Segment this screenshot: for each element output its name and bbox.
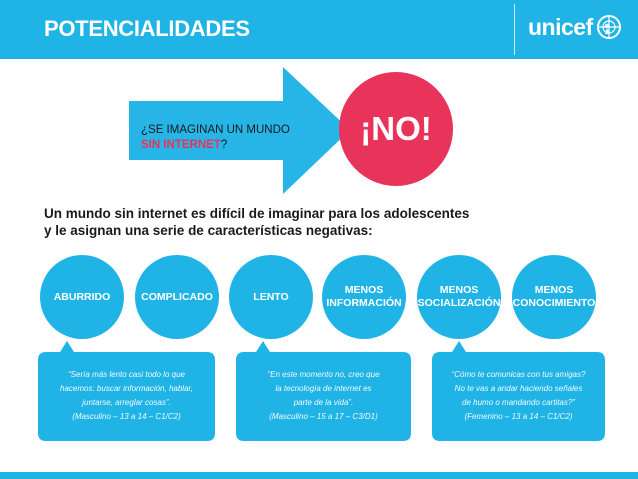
characteristic-aburrido: ABURRIDO <box>40 255 124 339</box>
quote-2-line-2: la tecnología de internet es <box>275 384 372 393</box>
quote-2-line-3: parte de la vida”. <box>293 398 354 407</box>
characteristic-lento: LENTO <box>229 255 313 339</box>
quote-1-line-3: juntarse, arreglar cosas”. <box>82 398 171 407</box>
quote-text-1 <box>40 368 213 424</box>
quote-text-3 <box>434 368 603 424</box>
characteristic-menos-informacion: MENOS INFORMACIÓN <box>322 255 406 339</box>
quote-1-line-1: “Sería más lento casi todo lo que <box>68 370 185 379</box>
quote-1-line-2: hacemos: buscar información, hablar, <box>60 384 193 393</box>
page-title: POTENCIALIDADES <box>44 16 250 41</box>
quote-2-attribution: (Masculino – 15 a 17 – C3/D1) <box>269 412 378 421</box>
quote-text-2 <box>238 368 409 424</box>
characteristic-menos-socializacion: MENOS SOCIALIZACIÓN <box>417 255 501 339</box>
quote-3-attribution: (Femenino – 13 a 14 – C1/C2) <box>464 412 573 421</box>
quote-2-line-1: “En este momento no, creo que <box>267 370 380 379</box>
quote-1-attribution: (Masculino – 13 a 14 – C1/C2) <box>72 412 181 421</box>
quote-3-line-2: No te vas a andar haciendo señales <box>454 384 583 393</box>
characteristic-complicado: COMPLICADO <box>135 255 219 339</box>
quote-3-line-1: “Cómo te comunicas con tus amigas? <box>451 370 586 379</box>
question-mark: ? <box>220 139 228 151</box>
answer-no: ¡NO! <box>360 110 432 147</box>
question-highlight: SIN INTERNET <box>141 139 221 151</box>
quote-3-line-3: de humo o mandando cartitas?” <box>462 398 575 407</box>
logo-wordmark: unicef <box>528 13 593 40</box>
characteristic-menos-conocimiento: MENOS CONOCIMIENTO <box>512 255 596 339</box>
intro-line1: Un mundo sin internet es difícil de imaginar para los adolescentes <box>44 206 470 221</box>
footer-bar <box>0 472 638 479</box>
question-line1: ¿SE IMAGINAN UN MUNDO <box>141 124 290 136</box>
intro-line2: y le asignan una serie de características negativas: <box>44 223 373 238</box>
